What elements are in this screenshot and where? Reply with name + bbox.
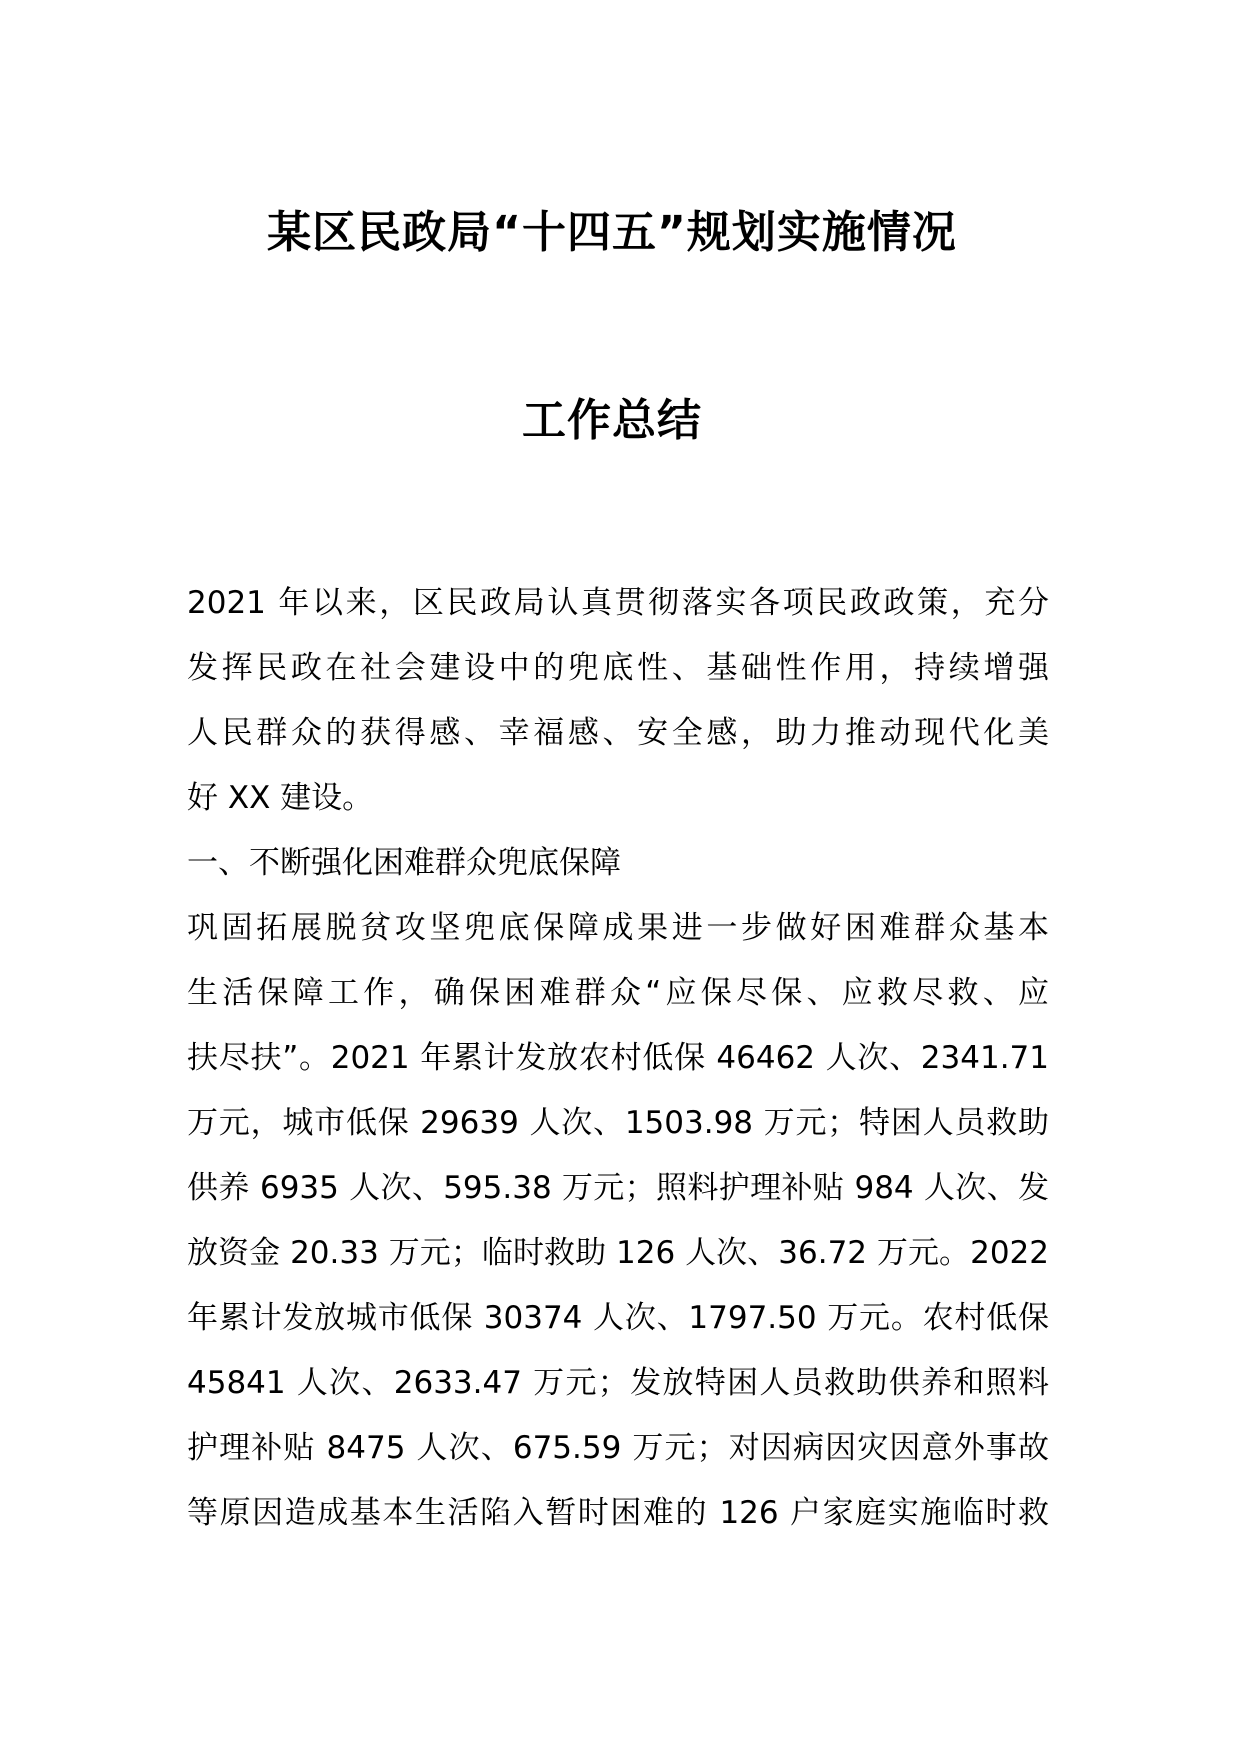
section-heading: 一、不断强化困难群众兜底保障 xyxy=(187,845,621,881)
body-line: 生活保障工作，确保困难群众“应保尽保、应救尽救、应 xyxy=(187,975,1049,1011)
document-title-line-2: 工作总结 xyxy=(522,395,702,446)
body-line: 供养 6935 人次、595.38 万元；照料护理补贴 984 人次、发 xyxy=(187,1170,1049,1206)
document-body xyxy=(187,571,1049,1546)
body-line: 等原因造成基本生活陷入暂时困难的 126 户家庭实施临时救 xyxy=(187,1495,1049,1531)
body-line: 人民群众的获得感、幸福感、安全感，助力推动现代化美 xyxy=(187,715,1049,751)
body-line: 放资金 20.33 万元；临时救助 126 人次、36.72 万元。2022 xyxy=(187,1235,1049,1271)
body-line: 发挥民政在社会建设中的兜底性、基础性作用，持续增强 xyxy=(187,650,1049,686)
body-line: 2021 年以来，区民政局认真贯彻落实各项民政政策，充分 xyxy=(187,585,1049,621)
body-line: 45841 人次、2633.47 万元；发放特困人员救助供养和照料 xyxy=(187,1365,1049,1401)
body-line: 巩固拓展脱贫攻坚兜底保障成果进一步做好困难群众基本 xyxy=(187,910,1049,946)
body-line: 扶尽扶”。2021 年累计发放农村低保 46462 人次、2341.71 xyxy=(187,1040,1049,1076)
body-line: 好 XX 建设。 xyxy=(187,780,374,816)
body-line: 万元，城市低保 29639 人次、1503.98 万元；特困人员救助 xyxy=(187,1105,1049,1141)
body-line: 护理补贴 8475 人次、675.59 万元；对因病因灾因意外事故 xyxy=(187,1430,1049,1466)
document-title-line-1: 某区民政局“十四五”规划实施情况 xyxy=(267,207,957,258)
body-line: 年累计发放城市低保 30374 人次、1797.50 万元。农村低保 xyxy=(187,1300,1049,1336)
